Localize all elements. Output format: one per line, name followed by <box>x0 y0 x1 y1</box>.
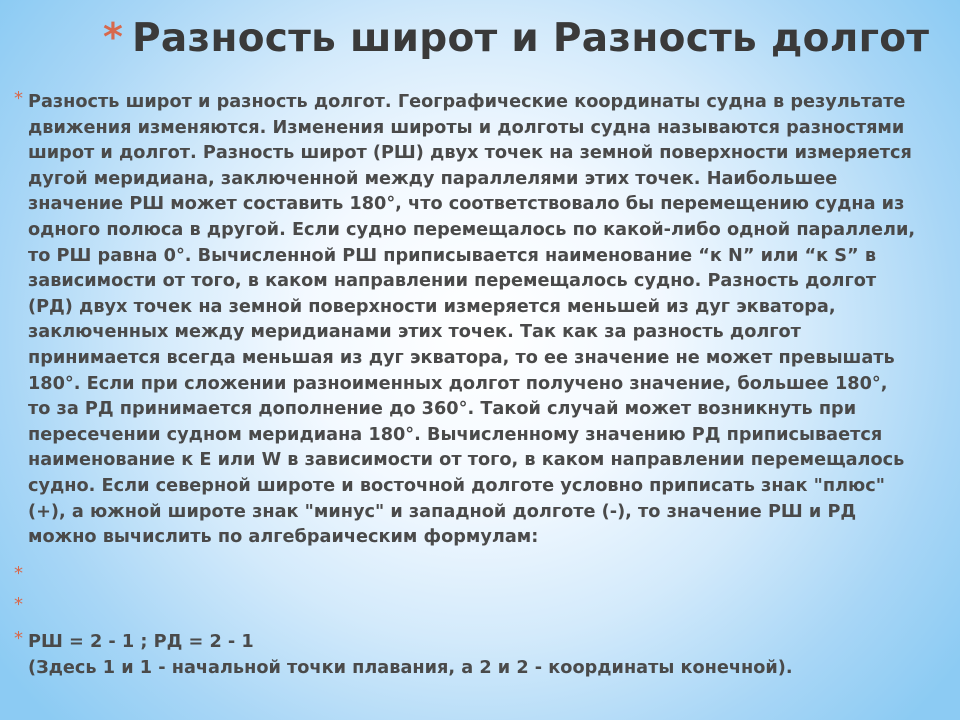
text-line: (РД) двух точек на земной поверхности измеряется меньшей из дуг экватора, <box>28 296 836 317</box>
text-line: пересечении судном меридиана 180°. Вычисленному значению РД приписывается <box>28 424 883 445</box>
text-line: широт и долгот. Разность широт (РШ) двух точек на земной поверхности измеряется <box>28 143 912 164</box>
text-line: (+), а южной широте знак "минус" и западной долготе (-), то значение РШ и РД <box>28 501 857 522</box>
text-line: одного полюса в другой. Если судно перемещалось по какой-либо одной параллели, <box>28 219 916 240</box>
bullet-star-icon: * <box>14 628 23 649</box>
bullet-star-icon: * <box>14 88 23 109</box>
text-line: РШ = 2 - 1 ; РД = 2 - 1 <box>28 632 254 652</box>
title-bullet-star-icon: * <box>103 15 123 59</box>
text-line: (Здесь 1 и 1 - начальной точки плавания, а 2 и 2 - координаты конечной). <box>28 657 793 678</box>
text-line: можно вычислить по алгебраическим формулам: <box>28 527 539 548</box>
bullet-star-icon: * <box>14 594 23 615</box>
text-line: 180°. Если при сложении разноименных долгот получено значение, большее 180°, <box>28 373 888 394</box>
text-line: то за РД принимается дополнение до 360°. Такой случай может возникнуть при <box>28 399 857 420</box>
bullet-star-icon: * <box>14 563 23 584</box>
title-row <box>0 8 960 78</box>
text-line: судно. Если северной широте и восточной долготе условно приписать знак "плюс" <box>28 475 885 496</box>
bullet-item-empty-1 <box>14 565 939 589</box>
text-line: движения изменяются. Изменения широты и долготы судна называются разностями <box>28 117 905 138</box>
text-line: Разность широт и разность долгот. Географические координаты судна в результате <box>28 92 906 112</box>
bullet-text <box>28 630 938 681</box>
text-line: заключенных между меридианами этих точек. Так как за разность долгот <box>28 322 801 343</box>
text-line: наименование к Е или W в зависимости от того, в каком направлении перемещалось <box>28 450 905 471</box>
bullet-item-formulas <box>14 630 939 690</box>
slide-title: Разность широт и Разность долгот <box>132 16 930 61</box>
bullet-item-coordinates-text <box>14 90 939 555</box>
text-line: значение РШ может составить 180°, что соответствовало бы перемещению судна из <box>28 194 905 215</box>
text-line: то РШ равна 0°. Вычисленной РШ приписывается наименование “к N” или “к S” в <box>28 245 877 266</box>
text-line: принимается всегда меньшая из дуг экватора, то ее значение не может превышать <box>28 347 895 368</box>
bullet-text <box>28 90 938 551</box>
bullet-item-empty-2 <box>14 596 939 620</box>
text-line: дугой меридиана, заключенной между параллелями этих точек. Наибольшее <box>28 168 838 189</box>
text-line: зависимости от того, в каком направлении перемещалось судно. Разность долгот <box>28 271 877 292</box>
